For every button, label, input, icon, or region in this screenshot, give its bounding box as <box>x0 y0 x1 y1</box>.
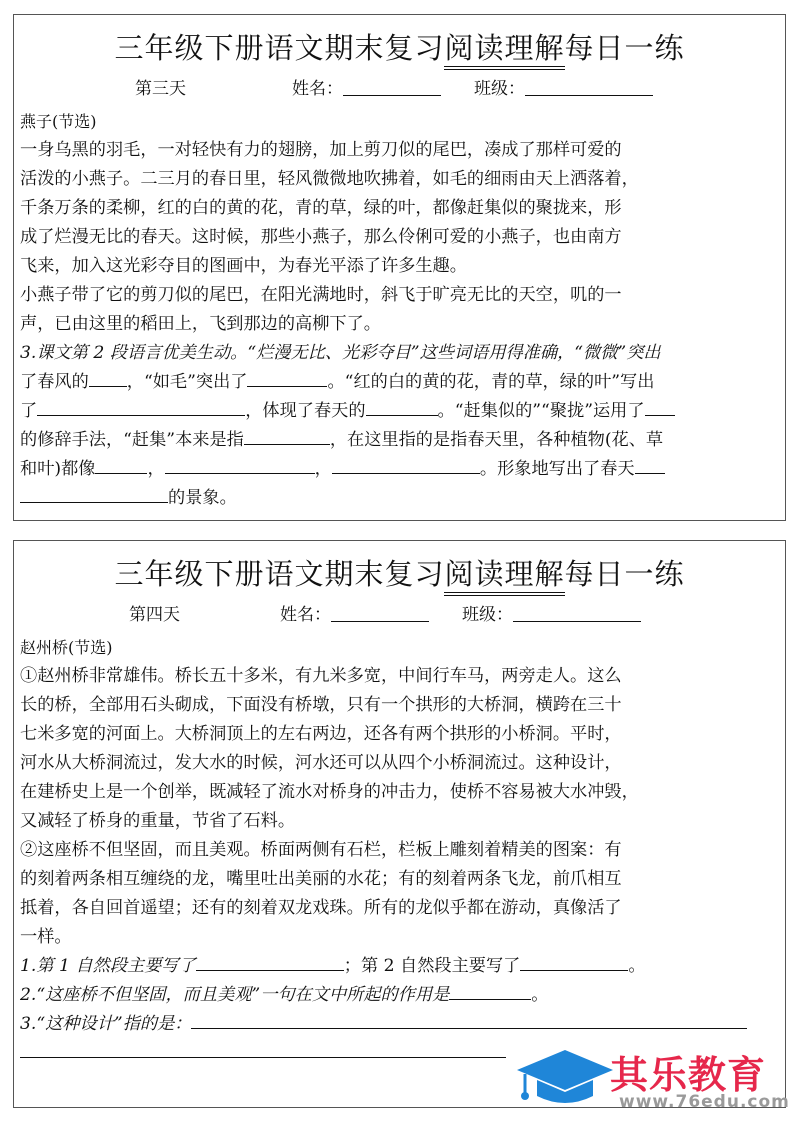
brand-watermark <box>515 1044 790 1114</box>
question-text: ，体现了春天的 <box>245 401 366 421</box>
passage-line: 一样。 <box>20 927 72 947</box>
question-text: ， <box>314 459 332 479</box>
class-blank[interactable] <box>525 77 653 96</box>
question-3-line <box>20 368 780 397</box>
question-text: ；第 2 自然段主要写了 <box>343 956 521 976</box>
class-field[interactable] <box>474 77 525 101</box>
worksheet-day4 <box>13 540 786 1108</box>
answer-blank[interactable] <box>95 455 147 474</box>
question-text: 。“赶集似的”“聚拢”运用了 <box>437 401 645 421</box>
passage-line: 飞来，加入这光彩夺目的图画中，为春光平添了许多生趣。 <box>20 256 467 276</box>
question-3-line <box>20 484 780 513</box>
answer-blank[interactable] <box>244 426 330 445</box>
answer-blank[interactable] <box>191 1010 747 1029</box>
question-2 <box>20 981 780 1010</box>
passage-line: 长的桥，全部用石头砌成，下面没有桥墩，只有一个拱形的大桥洞，横跨在三十 <box>20 695 622 715</box>
answer-blank[interactable] <box>449 981 531 1000</box>
question-text: 3.课文第 2 段语言优美生动。“烂漫无比、光彩夺目”这些词语用得准确，“微微”突出 <box>20 343 661 363</box>
passage-title: 燕子(节选) <box>20 112 97 131</box>
reading-body <box>20 107 780 513</box>
title-text: 三年级下册语文期末复习 <box>114 557 445 591</box>
passage-line: 河水从大桥洞流过，发大水的时候，河水还可以从四个小桥洞流过。这种设计， <box>20 753 622 773</box>
question-text: 的修辞手法，“赶集”本来是指 <box>20 430 244 450</box>
name-blank[interactable] <box>343 77 441 96</box>
name-field[interactable] <box>292 77 343 101</box>
passage-line: 声，已由这里的稻田上，飞到那边的高柳下了。 <box>20 314 381 334</box>
name-label: 姓名： <box>292 79 343 99</box>
class-label: 班级： <box>462 605 513 625</box>
title-underlined-text: 阅读理解 <box>444 31 564 70</box>
question-text: 和叶)都像 <box>20 459 96 479</box>
question-text: 。 <box>628 956 646 976</box>
answer-blank[interactable] <box>165 455 315 474</box>
reading-body <box>20 633 780 1068</box>
passage-line: ②这座桥不但坚固，而且美观。桥面两侧有石栏，栏板上雕刻着精美的图案：有 <box>20 840 622 860</box>
question-3-line <box>20 339 780 368</box>
class-field[interactable] <box>462 603 513 627</box>
worksheet-title <box>14 29 785 67</box>
name-field[interactable] <box>280 603 331 627</box>
question-text: 3.“这种设计”指的是： <box>20 1014 192 1034</box>
day-label: 第三天 <box>135 79 186 99</box>
answer-blank[interactable] <box>635 455 665 474</box>
answer-blank[interactable] <box>645 397 675 416</box>
passage-title: 赵州桥(节选) <box>20 638 113 657</box>
question-text: 2.“这座桥不但坚固，而且美观”一句在文中所起的作用是 <box>20 985 450 1005</box>
answer-blank[interactable] <box>520 952 628 971</box>
name-label: 姓名： <box>280 605 331 625</box>
question-text: 。形象地写出了春天 <box>479 459 635 479</box>
title-underlined-text: 阅读理解 <box>444 557 564 596</box>
question-text: ， <box>147 459 165 479</box>
passage-line: 又减轻了桥身的重量，节省了石料。 <box>20 811 296 831</box>
answer-blank[interactable] <box>196 952 344 971</box>
title-text-end: 每日一练 <box>564 557 685 591</box>
brand-name: 其乐教育 <box>610 1053 767 1097</box>
question-3-line <box>20 426 780 455</box>
question-text: ，在这里指的是指春天里，各种植物(花、草 <box>329 430 664 450</box>
class-blank[interactable] <box>513 603 641 622</box>
answer-blank[interactable] <box>37 397 245 416</box>
passage-line: 一身乌黑的羽毛，一对轻快有力的翅膀，加上剪刀似的尾巴，凑成了那样可爱的 <box>20 140 622 160</box>
answer-blank[interactable] <box>20 484 168 503</box>
question-text: 。 <box>531 985 549 1005</box>
answer-blank[interactable] <box>332 455 480 474</box>
passage-line: 在建桥史上是一个创举，既减轻了流水对桥身的冲击力，使桥不容易被大水冲毁， <box>20 782 639 802</box>
worksheet-title <box>14 555 785 593</box>
name-blank[interactable] <box>331 603 429 622</box>
answer-blank[interactable] <box>366 397 438 416</box>
question-text: 的景象。 <box>168 488 237 508</box>
day-label: 第四天 <box>129 605 180 625</box>
answer-blank[interactable] <box>89 368 127 387</box>
question-3-line <box>20 455 780 484</box>
answer-blank[interactable] <box>247 368 327 387</box>
graduation-cap-icon <box>515 1044 615 1114</box>
worksheet-day3 <box>13 14 786 521</box>
question-3-line <box>20 397 780 426</box>
passage-line: 抵着，各自回首遥望；还有的刻着双龙戏珠。所有的龙似乎都在游动，真像活了 <box>20 898 622 918</box>
question-text: 。“红的白的黄的花，青的草，绿的叶”写出 <box>327 372 655 392</box>
question-3 <box>20 1010 780 1039</box>
passage-line: 成了烂漫无比的春天。这时候，那些小燕子，那么伶俐可爱的小燕子，也由南方 <box>20 227 622 247</box>
passage-line: 的刻着两条相互缠绕的龙，嘴里吐出美丽的水花；有的刻着两条飞龙，前爪相互 <box>20 869 622 889</box>
passage-line: 千条万条的柔柳，红的白的黄的花，青的草，绿的叶，都像赶集似的聚拢来，形 <box>20 198 622 218</box>
passage-line: 小燕子带了它的剪刀似的尾巴，在阳光满地时，斜飞于旷亮无比的天空，叽的一 <box>20 285 622 305</box>
passage-line: 七米多宽的河面上。大桥洞顶上的左右两边，还各有两个拱形的小桥洞。平时， <box>20 724 622 744</box>
passage-line: ①赵州桥非常雄伟。桥长五十多米，有九米多宽，中间行车马，两旁走人。这么 <box>20 666 622 686</box>
question-text: 了春风的 <box>20 372 89 392</box>
passage-line: 活泼的小燕子。二三月的春日里，轻风微微地吹拂着，如毛的细雨由天上洒落着， <box>20 169 639 189</box>
title-text: 三年级下册语文期末复习 <box>114 31 445 65</box>
brand-url: www.76edu.com <box>619 1092 790 1112</box>
question-text: ，“如毛”突出了 <box>126 372 248 392</box>
question-text: 了 <box>20 401 38 421</box>
question-text: 1.第 1 自然段主要写了 <box>20 956 196 976</box>
question-1 <box>20 952 780 981</box>
class-label: 班级： <box>474 79 525 99</box>
answer-blank[interactable] <box>20 1039 506 1058</box>
title-text-end: 每日一练 <box>564 31 685 65</box>
